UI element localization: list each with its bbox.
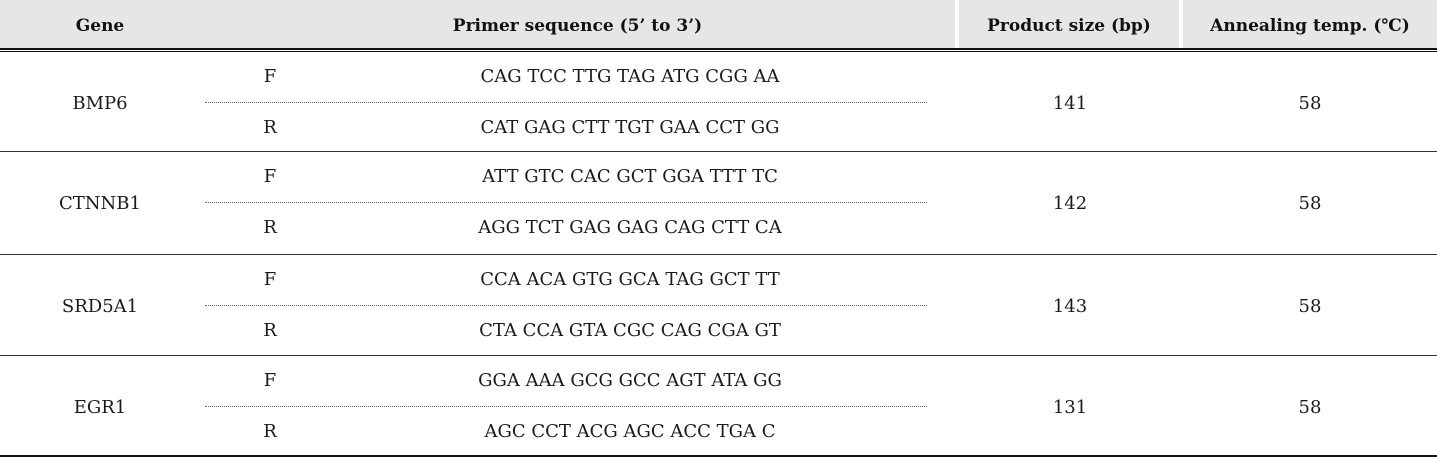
forward-label: F (263, 66, 277, 87)
reverse-label: R (263, 320, 277, 341)
gene-name: SRD5A1 (61, 296, 139, 317)
forward-label: F (263, 370, 277, 391)
product-size: 143 (1052, 296, 1088, 317)
reverse-sequence: AGC CCT ACG AGC ACC TGA C (484, 421, 776, 442)
forward-label: F (263, 166, 277, 187)
table-row (0, 52, 1437, 155)
forward-sequence: CAG TCC TTG TAG ATG CGG AA (480, 66, 780, 87)
reverse-sequence: AGG TCT GAG GAG CAG CTT CA (478, 217, 782, 238)
header-gene: Gene (75, 16, 125, 36)
gene-name: EGR1 (73, 397, 127, 418)
forward-label: F (263, 269, 277, 290)
header-product-size: Product size (bp) (987, 16, 1151, 36)
gene-name: BMP6 (72, 93, 128, 114)
forward-sequence: CCA ACA GTG GCA TAG GCT TT (480, 269, 780, 290)
reverse-label: R (263, 421, 277, 442)
forward-sequence: ATT GTC CAC GCT GGA TTT TC (482, 166, 778, 187)
reverse-sequence: CAT GAG CTT TGT GAA CCT GG (480, 117, 780, 138)
table-header (0, 0, 1437, 48)
product-size: 131 (1052, 397, 1088, 418)
table-row (0, 255, 1437, 358)
annealing-temp: 58 (1298, 193, 1322, 214)
product-size: 141 (1052, 93, 1088, 114)
header-annealing-temp: Annealing temp. (℃) (1210, 16, 1410, 36)
reverse-label: R (263, 217, 277, 238)
header-rule (0, 48, 1437, 50)
annealing-temp: 58 (1298, 296, 1322, 317)
annealing-temp: 58 (1298, 93, 1322, 114)
reverse-sequence: CTA CCA GTA CGC CAG CGA GT (479, 320, 781, 341)
header-primer-sequence: Primer sequence (5’ to 3’) (452, 16, 703, 36)
product-size: 142 (1052, 193, 1088, 214)
forward-sequence: GGA AAA GCG GCC AGT ATA GG (478, 370, 782, 391)
table-bottom-rule (0, 455, 1437, 457)
annealing-temp: 58 (1298, 397, 1322, 418)
table-row (0, 356, 1437, 459)
gene-name: CTNNB1 (59, 193, 141, 214)
table-row (0, 152, 1437, 255)
reverse-label: R (263, 117, 277, 138)
